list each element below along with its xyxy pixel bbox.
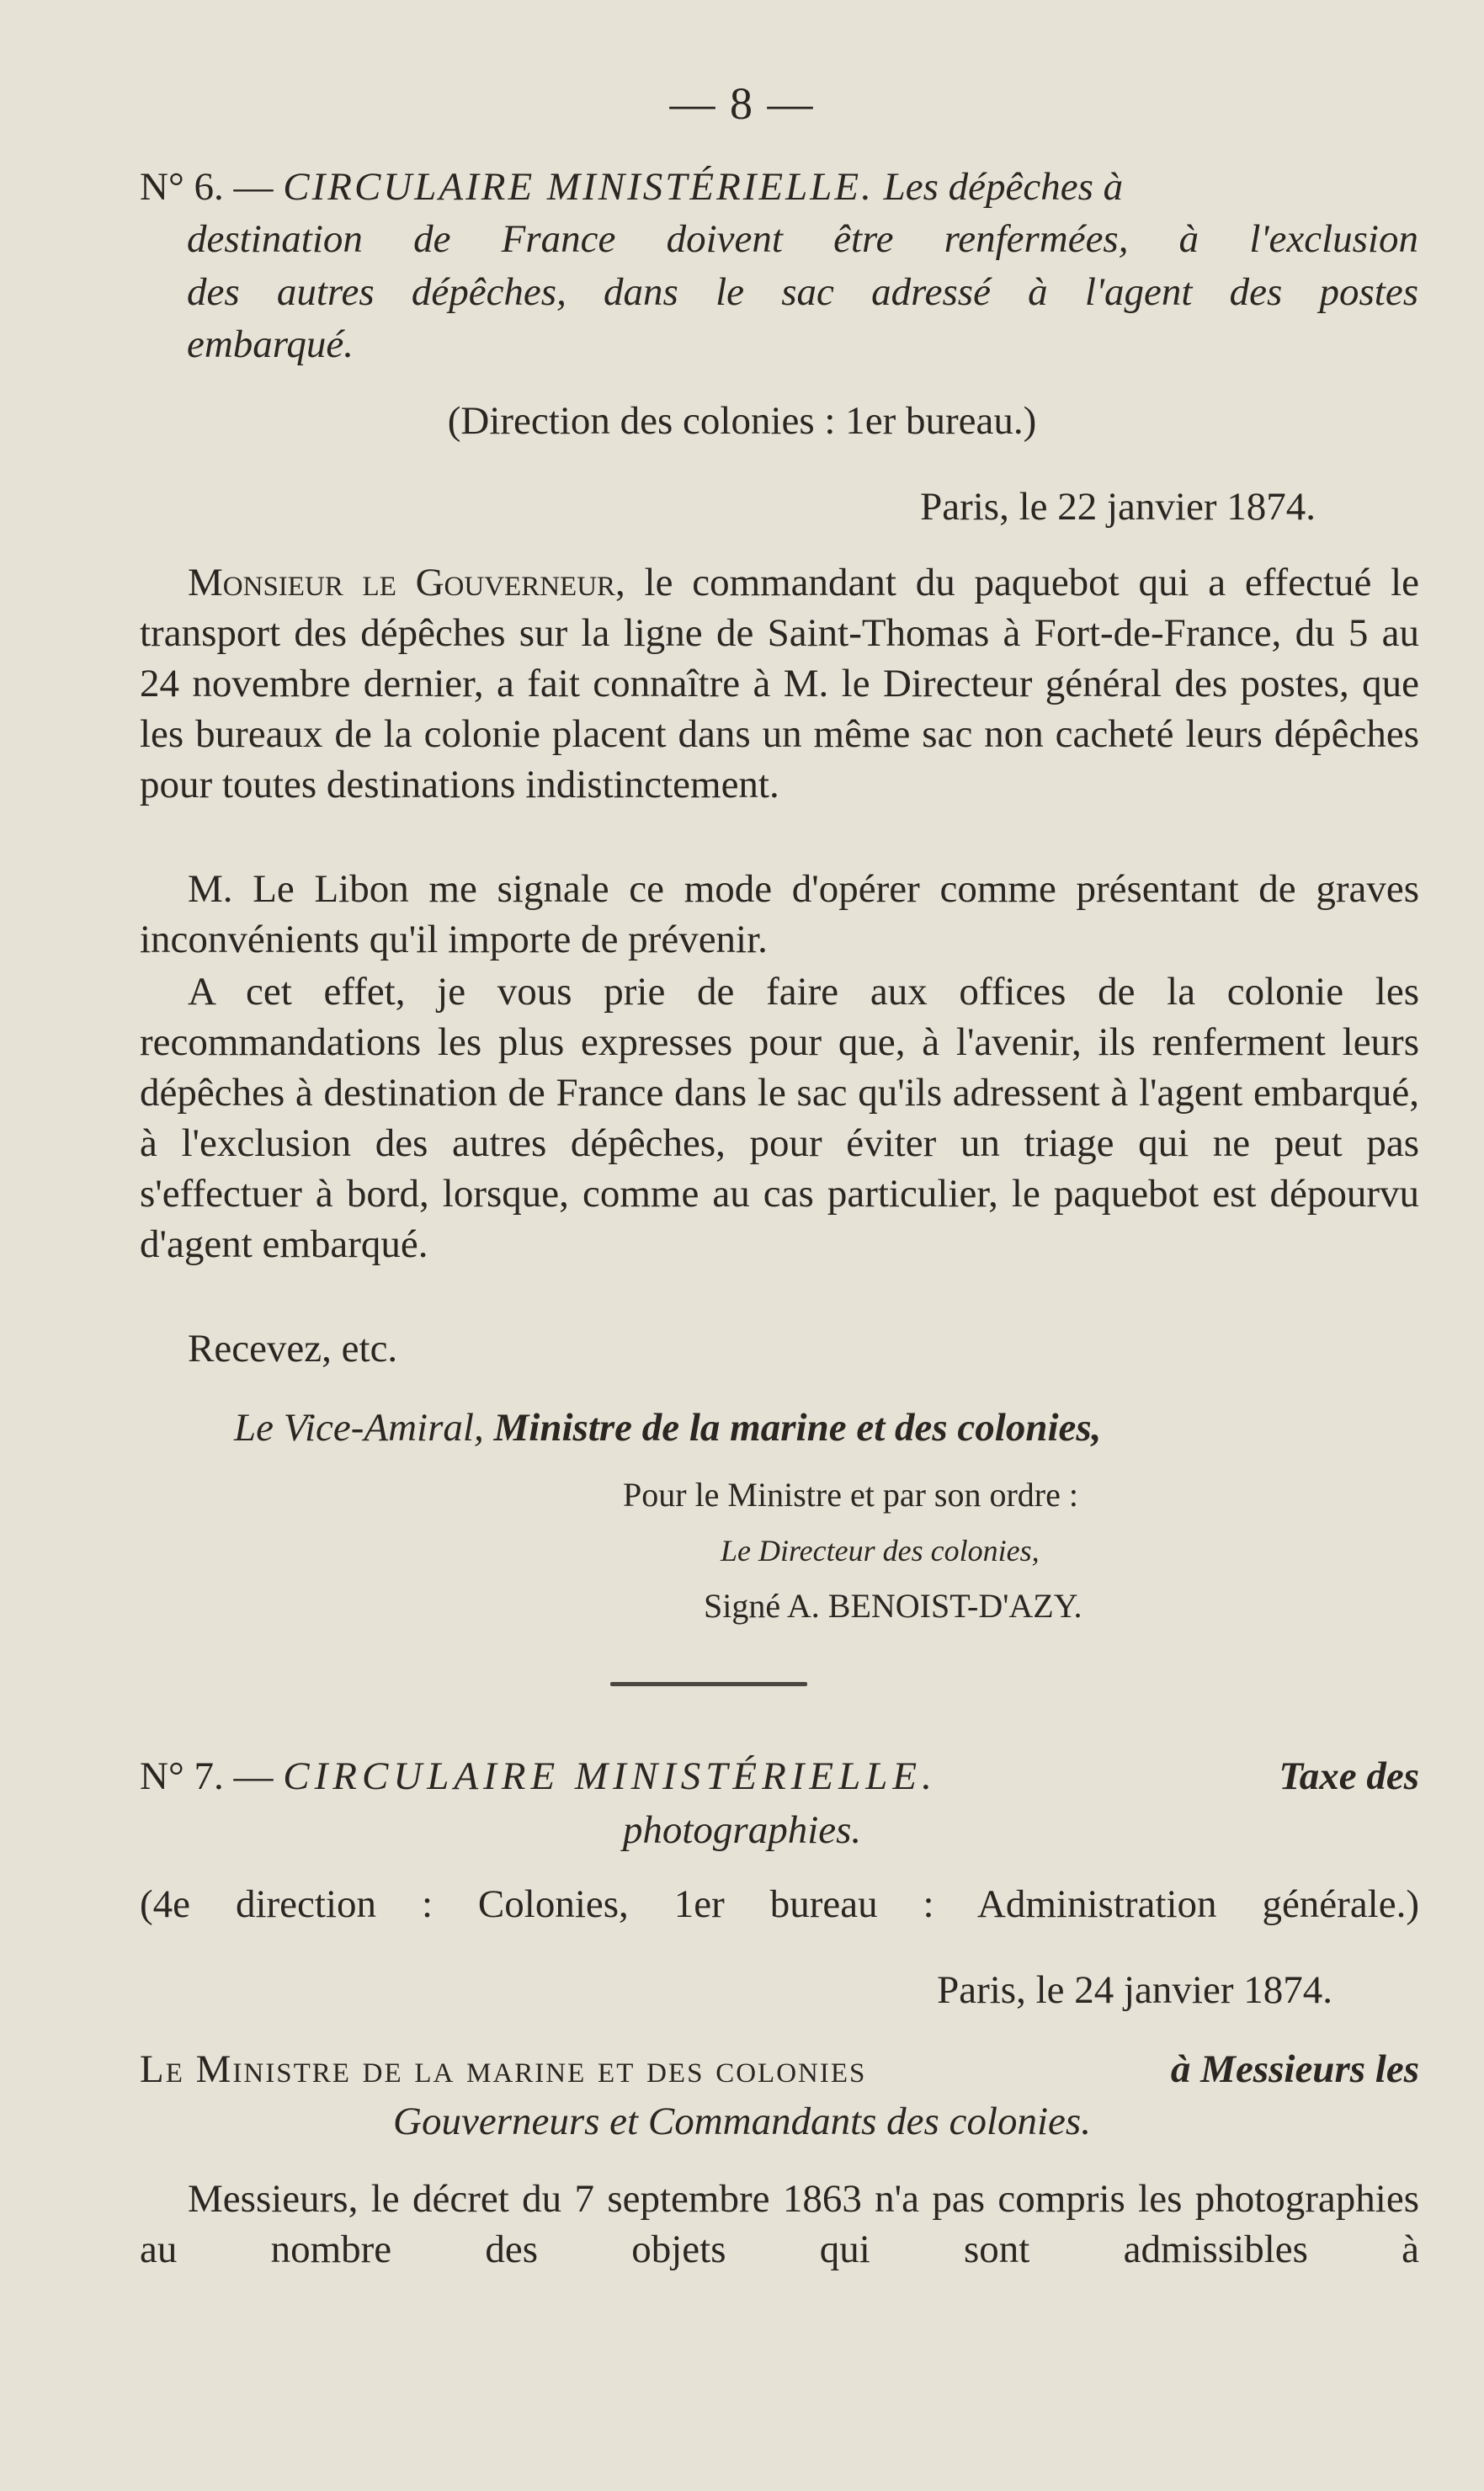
circular-6-paragraph-1	[140, 557, 1419, 810]
signature-ministry: Ministre de la marine et des colonies,	[493, 1406, 1102, 1450]
circular-7-subject-line-2: photographies.	[622, 1808, 862, 1852]
circular-6-paragraph-3: A cet effet, je vous prie de faire aux offices de la colonie les recommandations les plus expresses pour que, à l'avenir, ils renferment leurs dépêches à destination de France dans le sac qu'ils adressent à l'agent embarqué, à l'exclusion des autres dépêches, pour éviter un triage qui ne peut pas s'effectuer à bord, lorsque, comme au cas particulier, le paquebot est dépourvu d'agent embarqué.	[140, 970, 1419, 1266]
circular-6-title: CIRCULAIRE MINISTÉRIELLE.	[283, 165, 874, 209]
circular-7-address	[140, 2044, 1419, 2094]
signature-line-2: Pour le Ministre et par son ordre :	[623, 1476, 1078, 1514]
circular-7-direction: (4e direction : Colonies, 1er bureau : Administration générale.)	[140, 1882, 1419, 1926]
circular-6-dateline: Paris, le 22 janvier 1874.	[920, 485, 1316, 529]
circular-7-title: CIRCULAIRE MINISTÉRIELLE.	[283, 1754, 937, 1798]
circular-6-subject-start: Les dépêches à	[883, 165, 1124, 209]
section-divider	[610, 1682, 807, 1686]
circular-6-subject-line-3: des autres dépêches, dans le sac adressé à l'agent des postes	[187, 270, 1418, 314]
salutation: Monsieur le Gouverneur,	[188, 561, 625, 604]
circular-6-paragraph-2: M. Le Libon me signale ce mode d'opérer comme présentant de graves inconvénients qu'il importe de prévenir.	[140, 867, 1419, 961]
circular-6-number: N° 6. —	[140, 165, 274, 209]
circular-7-subject-start: Taxe des	[1279, 1754, 1419, 1798]
circular-6-subject-line-4: embarqué.	[187, 322, 354, 366]
paragraph-1-text: le commandant du paquebot qui a effectué le transport des dépêches sur la ligne de Saint-Thomas à Fort-de-France, du 5 au 24 novembre dernier, a fait connaître à M. le Directeur général des postes, que les bureaux de la colonie placent dans un même sac non cacheté leurs dépêches pour toutes destinations indistinctement.	[140, 561, 1420, 806]
signature-line-4: Signé A. BENOIST-D'AZY.	[704, 1587, 1082, 1625]
circular-7-dateline: Paris, le 24 janvier 1874.	[937, 1968, 1332, 2012]
signature-line-1	[234, 1403, 1101, 1453]
circular-6-subject-line-2: destination de France doivent être renfermées, à l'exclusion	[187, 217, 1418, 261]
circular-6-closing: Recevez, etc.	[188, 1327, 398, 1371]
circular-7-number: N° 7. —	[140, 1754, 274, 1798]
circular-7-paragraph-1: Messieurs, le décret du 7 septembre 1863 n'a pas compris les photographies au nombre des objets qui sont admissibles à	[140, 2177, 1419, 2271]
address-recipients: à Messieurs les	[1170, 2047, 1419, 2091]
circular-7-address-line-2: Gouverneurs et Commandants des colonies.	[393, 2100, 1091, 2143]
circular-7-heading	[140, 1751, 1419, 1802]
circular-6-heading	[140, 162, 1419, 212]
signature-title: Le Vice-Amiral,	[234, 1406, 484, 1450]
circular-6-direction: (Direction des colonies : 1er bureau.)	[447, 399, 1037, 443]
signature-line-3: Le Directeur des colonies,	[721, 1534, 1040, 1568]
page-number: — 8 —	[669, 78, 815, 129]
address-minister: Le Ministre de la marine et des colonies	[140, 2047, 867, 2091]
